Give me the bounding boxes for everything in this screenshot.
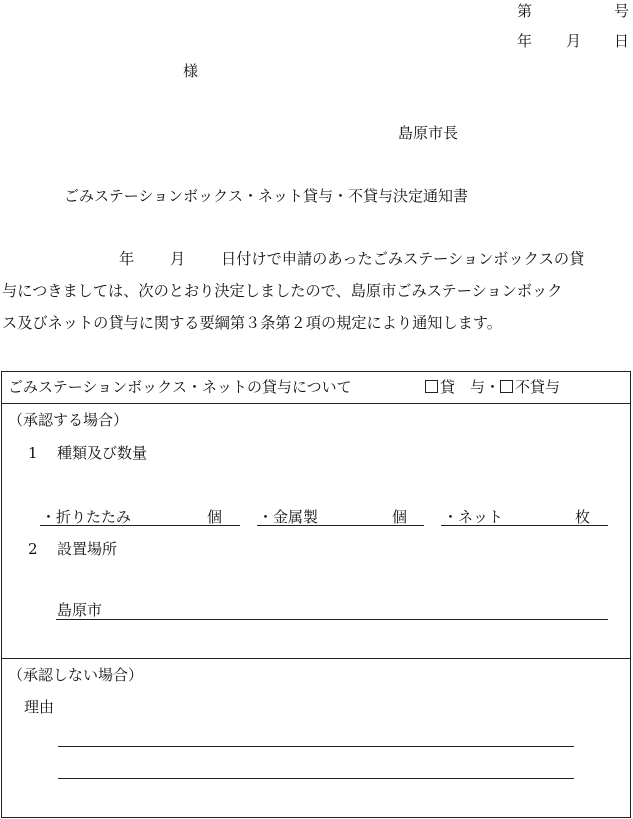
reason-field-line-1[interactable] — [58, 746, 574, 747]
recipient-sama: 様 — [183, 62, 199, 80]
number-dai: 第 — [517, 2, 533, 20]
not-approved-heading: （承認しない場合） — [8, 666, 144, 684]
number-go: 号 — [614, 2, 630, 20]
issuer-name: 島原市長 — [398, 124, 459, 142]
metal-unit: 個 — [392, 508, 408, 526]
folding-quantity-field[interactable] — [40, 525, 240, 526]
reason-field-line-2[interactable] — [58, 778, 574, 779]
not-lend-option-label: 不貸与 — [515, 378, 561, 396]
option-separator: ・ — [485, 378, 501, 396]
metal-quantity-field[interactable] — [257, 525, 424, 526]
approved-heading: （承認する場合） — [8, 411, 129, 429]
body-year-label: 年 — [119, 250, 135, 268]
not-lend-checkbox[interactable] — [500, 380, 513, 393]
form-section-divider — [1, 658, 631, 659]
body-line-3: ス及びネットの貸与に関する要綱第３条第２項の規定により通知します。 — [2, 314, 502, 332]
item1-label: 種類及び数量 — [57, 444, 148, 462]
item2-number: 2 — [28, 540, 38, 558]
folding-unit: 個 — [207, 508, 223, 526]
body-line-2: 与につきましては、次のとおり決定しましたので、島原市ごみステーションボック — [2, 282, 563, 300]
location-prefix: 島原市 — [57, 601, 103, 619]
lend-option-label: 貸 与 — [440, 378, 486, 396]
date-year-label: 年 — [517, 32, 533, 50]
form-header-label: ごみステーションボックス・ネットの貸与について — [8, 378, 352, 396]
document-title: ごみステーションボックス・ネット貸与・不貸与決定通知書 — [64, 187, 468, 205]
net-label: ・ネット — [443, 508, 504, 526]
metal-label: ・金属製 — [258, 508, 319, 526]
date-month-label: 月 — [566, 32, 582, 50]
lend-option[interactable] — [425, 380, 560, 395]
net-quantity-field[interactable] — [441, 525, 608, 526]
location-field[interactable] — [56, 619, 608, 620]
folding-label: ・折りたたみ — [41, 508, 132, 526]
reason-label: 理由 — [24, 698, 55, 716]
form-header-divider — [1, 403, 631, 404]
body-month-label: 月 — [170, 250, 186, 268]
item1-number: 1 — [28, 444, 38, 462]
net-unit: 枚 — [575, 508, 591, 526]
decision-form-box — [1, 371, 631, 818]
lend-checkbox[interactable] — [425, 380, 438, 393]
item2-label: 設置場所 — [57, 540, 118, 558]
body-line-1: 日付けで申請のあったごみステーションボックスの貸 — [221, 250, 585, 268]
date-day-label: 日 — [614, 32, 630, 50]
